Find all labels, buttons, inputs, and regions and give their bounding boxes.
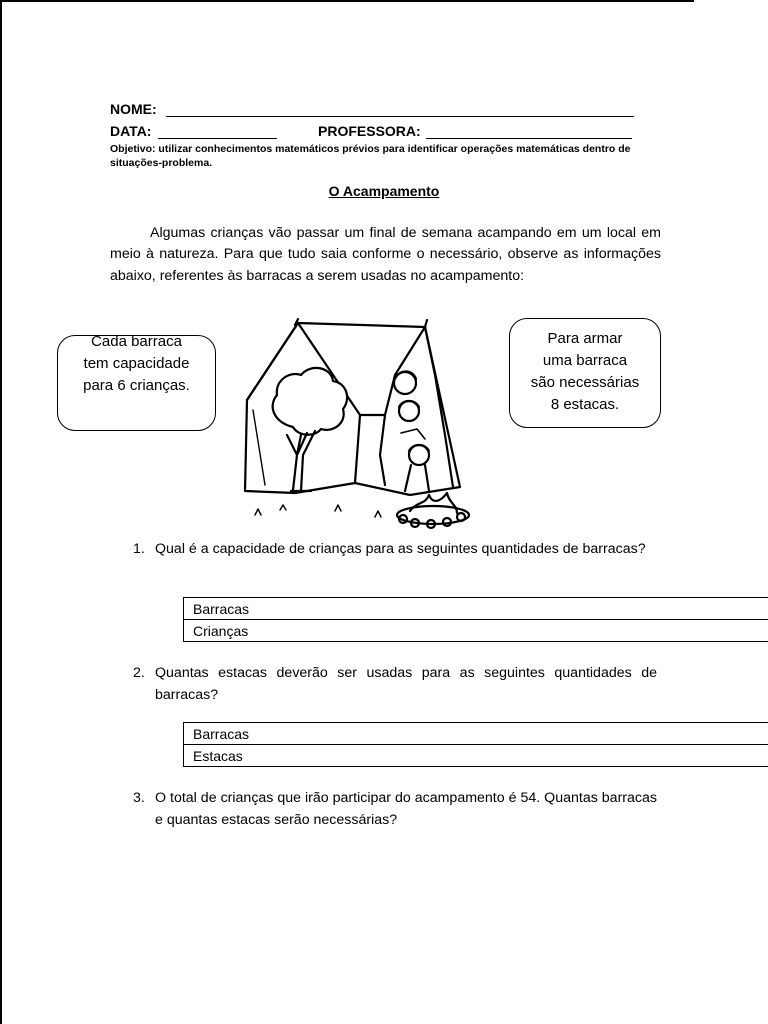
date-answer-line [158,138,277,139]
date-label: DATA: [110,123,152,139]
name-answer-line [166,116,634,117]
teacher-label: PROFESSORA: [318,123,421,139]
table-row [184,598,768,620]
callout-stakes-line: Para armar [547,330,623,347]
page-title [0,183,768,199]
callout-stakes-line: 8 estacas. [550,396,620,413]
name-label: NOME: [110,101,157,117]
callout-capacity-line: tem capacidade [83,355,190,372]
question-1-number: 1. [133,541,145,557]
question-3 [133,787,657,831]
table-row [184,745,768,767]
question-2 [133,662,657,706]
callout-stakes-line: são necessárias [530,374,640,391]
question-3-text: O total de crianças que irão participar do acampamento é 54. Quantas barracas e quantas estacas serão necessárias? [155,790,657,828]
table-tents-stakes [183,722,768,767]
objective-text: Objetivo: utilizar conhecimentos matemáticos prévios para identificar operações matemáticas dentro de situações-problema. [110,143,631,169]
table-row [184,723,768,745]
page-title-text: O Acampamento [328,183,440,199]
teacher-answer-line [426,138,632,139]
callout-stakes [509,318,661,428]
table-cell-label: Barracas [184,723,768,745]
page-left-border [0,0,2,1024]
table-cell-label: Barracas [184,598,768,620]
callout-capacity-line: Cada barraca [91,333,182,350]
table-tents-children [183,597,768,642]
question-1 [133,538,657,560]
table-cell-label: Estacas [184,745,768,767]
callout-capacity-line: para 6 crianças. [83,377,190,394]
tent-camping-illustration [235,315,470,530]
intro-paragraph: Algumas crianças vão passar um final de semana acampando em um local em meio à natureza. Para que tudo saia conforme o necessário, observe as informações abaixo, referentes às barracas a serem usadas no acampamento: [110,225,661,284]
callout-capacity [57,335,216,431]
question-1-text: Qual é a capacidade de crianças para as seguintes quantidades de barracas? [155,541,646,557]
table-row [184,620,768,642]
question-3-number: 3. [133,790,145,806]
callout-stakes-line: uma barraca [542,352,628,369]
question-2-text: Quantas estacas deverão ser usadas para as seguintes quantidades de barracas? [155,665,657,703]
table-cell-label: Crianças [184,620,768,642]
question-2-number: 2. [133,665,145,681]
page-top-border [0,0,694,2]
